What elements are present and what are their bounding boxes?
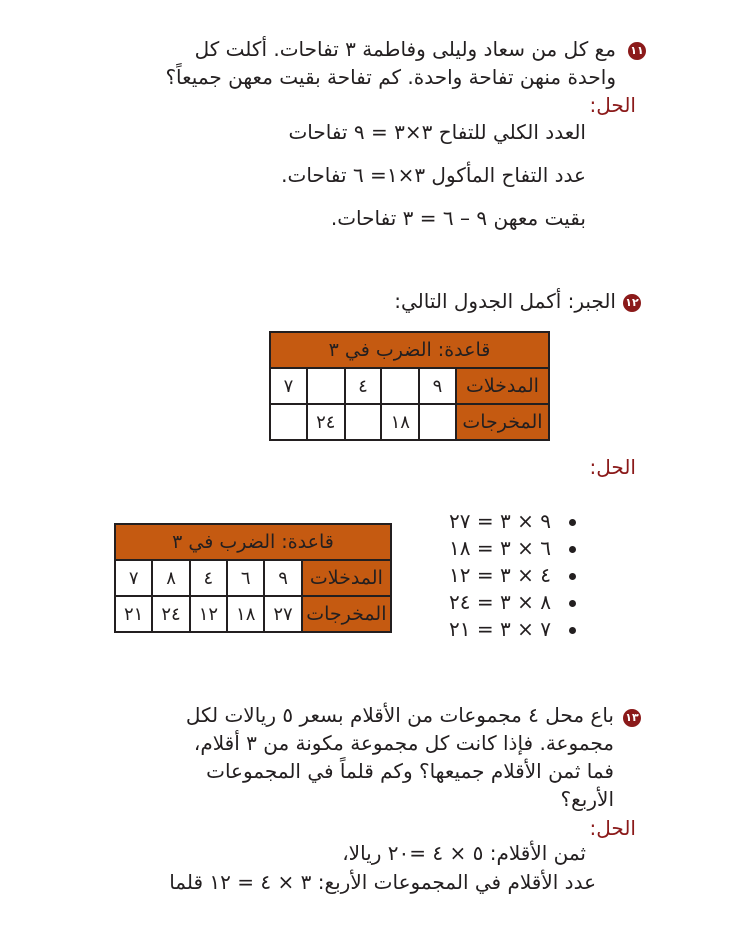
output-row-label: المخرجات: [456, 404, 549, 440]
input-cell[interactable]: ٩: [419, 368, 456, 404]
bullet-text: ٤ × ٣ = ١٢: [449, 563, 551, 587]
input-cell[interactable]: [307, 368, 345, 404]
question-number-badge: [623, 294, 641, 312]
question-text: الجبر: أكمل الجدول التالي:: [394, 289, 616, 313]
solution-label: الحل:: [589, 816, 636, 840]
output-cell: ٢٤: [152, 596, 189, 632]
question-line: فما ثمن الأقلام جميعها؟ وكم قلماً في المجموعات: [206, 759, 614, 783]
rule-table: [269, 331, 550, 441]
input-cell: ٩: [264, 560, 301, 596]
input-cell: ٦: [227, 560, 264, 596]
input-cell[interactable]: [381, 368, 419, 404]
list-item: [449, 562, 576, 589]
solution-step: عدد التفاح المأكول ٣×١= ٦ تفاحات.: [281, 163, 586, 187]
list-item: [449, 535, 576, 562]
bullet-text: ٧ × ٣ = ٢١: [449, 617, 551, 641]
bullet-text: ٨ × ٣ = ٢٤: [449, 590, 551, 614]
table-title: قاعدة: الضرب في ٣: [270, 332, 549, 368]
solution-step: عدد الأقلام في المجموعات الأربع: ٣ × ٤ = ١٢ قلما: [169, 870, 596, 894]
input-cell: ٨: [152, 560, 189, 596]
list-item: [449, 616, 576, 643]
solution-step: العدد الكلي للتفاح ٣×٣ = ٩ تفاحات: [288, 120, 586, 144]
input-cell[interactable]: ٧: [270, 368, 307, 404]
input-cell[interactable]: ٤: [345, 368, 382, 404]
input-cell: ٤: [190, 560, 227, 596]
solution-label: الحل:: [589, 93, 636, 117]
input-cell: ٧: [115, 560, 152, 596]
output-row-label: المخرجات: [302, 596, 391, 632]
list-item: [449, 589, 576, 616]
output-cell: ٢١: [115, 596, 152, 632]
output-cell: ١٢: [190, 596, 227, 632]
list-item: [449, 508, 576, 535]
question-number-badge: [623, 709, 641, 727]
output-cell[interactable]: ١٨: [381, 404, 419, 440]
question-number: ١٣: [625, 711, 639, 724]
bullet-icon: [569, 519, 576, 526]
bullet-text: ٦ × ٣ = ١٨: [449, 536, 551, 560]
output-cell[interactable]: ٢٤: [307, 404, 345, 440]
output-cell[interactable]: [419, 404, 456, 440]
table-title: قاعدة: الضرب في ٣: [115, 524, 391, 560]
bullet-icon: [569, 573, 576, 580]
question-number-badge: [628, 42, 646, 60]
bullet-icon: [569, 600, 576, 607]
bullet-text: ٩ × ٣ = ٢٧: [449, 509, 551, 533]
bullet-icon: [569, 627, 576, 634]
question-line: واحدة منهن تفاحة واحدة. كم تفاحة بقيت معهن جميعاً؟: [165, 65, 616, 89]
output-cell[interactable]: [345, 404, 382, 440]
question-number: ١٢: [625, 296, 639, 309]
question-line: مع كل من سعاد وليلى وفاطمة ٣ تفاحات. أكلت كل: [194, 37, 616, 61]
question-number: ١١: [630, 44, 644, 57]
output-cell: ٢٧: [264, 596, 301, 632]
question-line: مجموعة. فإذا كانت كل مجموعة مكونة من ٣ أقلام،: [193, 731, 614, 755]
solved-rule-table: [114, 523, 392, 633]
bullet-icon: [569, 546, 576, 553]
solution-step: ثمن الأقلام: ٥ × ٤ =٢٠ ريالا،: [342, 841, 586, 865]
output-cell[interactable]: [270, 404, 307, 440]
solution-bullet-list: [449, 508, 576, 643]
solution-label: الحل:: [589, 455, 636, 479]
solution-step: بقيت معهن ٩ – ٦ = ٣ تفاحات.: [330, 206, 586, 230]
question-text: [96, 35, 616, 91]
input-row-label: المدخلات: [456, 368, 549, 404]
output-cell: ١٨: [227, 596, 264, 632]
question-line: باع محل ٤ مجموعات من الأقلام بسعر ٥ ريالات لكل: [185, 703, 614, 727]
input-row-label: المدخلات: [302, 560, 391, 596]
question-text: [134, 701, 614, 813]
question-line: الأربع؟: [560, 787, 614, 811]
